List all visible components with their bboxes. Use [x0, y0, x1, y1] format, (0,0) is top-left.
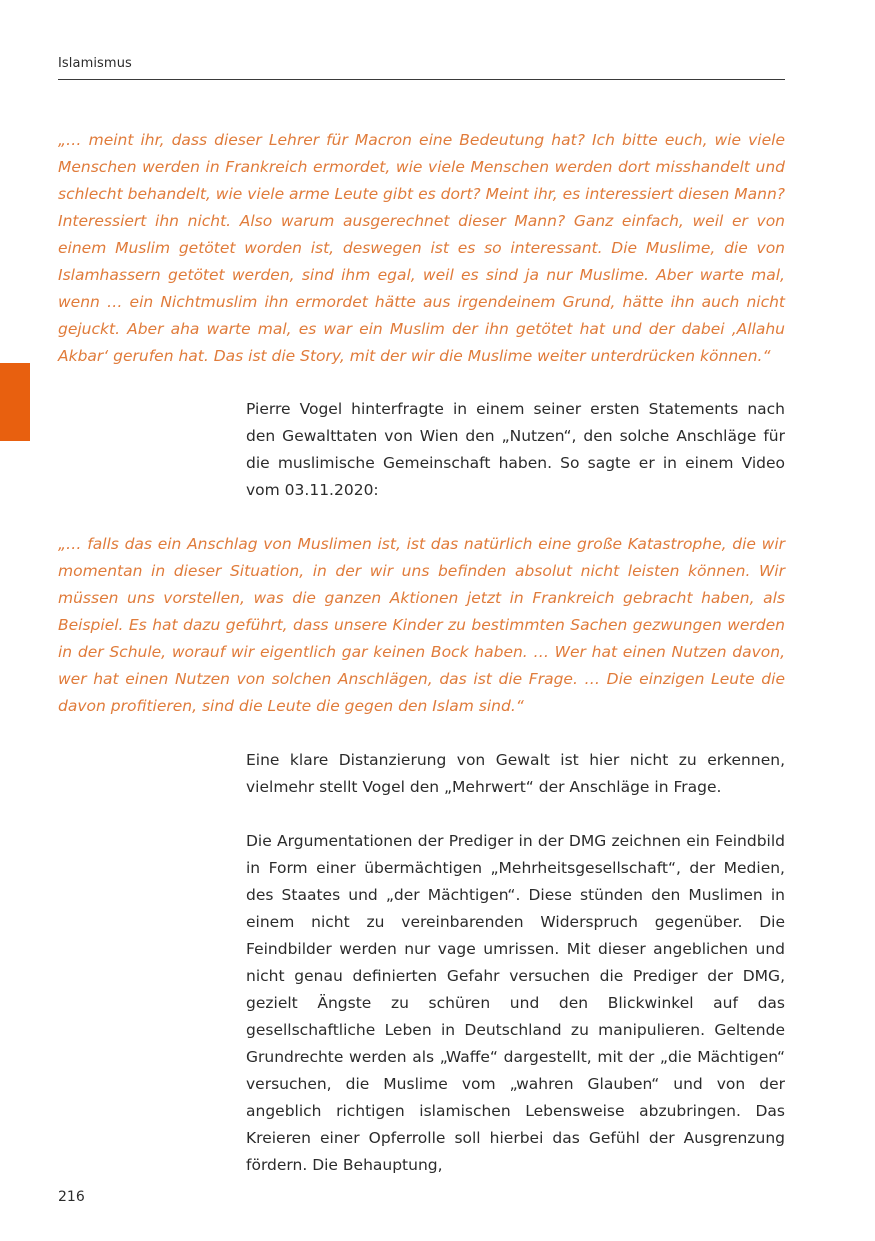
chapter-side-tab	[0, 363, 30, 441]
body-paragraph: Eine klare Distanzierung von Gewalt ist hier nicht zu erkennen, vielmehr stellt Vogel den „Mehrwert“ der Anschläge in Frage.	[246, 751, 785, 796]
running-header: Islamismus	[58, 56, 132, 71]
body-paragraph: Pierre Vogel hinterfragte in einem seiner ersten Statements nach den Gewalttaten von Wien den „Nutzen“, den solche Anschläge für die muslimische Gemeinschaft haben. So sagte er in einem Video vom 03.11.2020:	[246, 400, 785, 499]
quote-block: „… meint ihr, dass dieser Lehrer für Macron eine Bedeutung hat? Ich bitte euch, wie viele Menschen werden in Frankreich ermordet, wie viele Menschen werden dort misshandelt und schlecht behandelt, wie viele arme Leute gibt es dort? Meint ihr, es interessiert diesen Mann? Interessiert ihn nicht. Also warum ausgerechnet dieser Mann? Ganz einfach, weil er von einem Muslim getötet worden ist, deswegen ist es so interessant. Die Muslime, die von Islamhassern getötet werden, sind ihm egal, weil es sind ja nur Muslime. Aber warte mal, wenn … ein Nichtmuslim ihn ermordet hätte aus irgendeinem Grund, hätte ihn auch nicht gejuckt. Aber aha warte mal, es war ein Muslim der ihn getötet hat und der dabei ‚Allahu Akbar‘ gerufen hat. Das ist die Story, mit der wir die Muslime weiter unterdrücken können.“	[58, 131, 785, 365]
header-rule	[58, 79, 785, 80]
quote-block: „… falls das ein Anschlag von Muslimen ist, ist das natürlich eine große Katastrophe, die wir momentan in dieser Situation, in der wir uns befinden absolut nicht leisten können. Wir müssen uns vorstellen, was die ganzen Aktionen jetzt in Frankreich gebracht haben, als Beispiel. Es hat dazu geführt, dass unsere Kinder zu bestimmten Sachen gezwungen werden in der Schule, worauf wir eigentlich gar keinen Bock haben. … Wer hat einen Nutzen davon, wer hat einen Nutzen von solchen Anschlägen, das ist die Frage. … Die einzigen Leute die davon profitieren, sind die Leute die gegen den Islam sind.“	[58, 535, 785, 715]
page-number: 216	[58, 1189, 85, 1205]
body-paragraph: Die Argumentationen der Prediger in der DMG zeichnen ein Feindbild in Form einer übermächtigen „Mehrheitsgesellschaft“, der Medien, des Staates und „der Mächtigen“. Diese stünden den Muslimen in einem nicht zu vereinbarenden Widerspruch gegenüber. Die Feindbilder werden nur vage umrissen. Mit dieser angeblichen und nicht genau definierten Gefahr versuchen die Prediger der DMG, gezielt Ängste zu schüren und den Blickwinkel auf das gesellschaftliche Leben in Deutschland zu manipulieren. Geltende Grundrechte werden als „Waffe“ dargestellt, mit der „die Mächtigen“ versuchen, die Muslime vom „wahren Glauben“ und von der angeblich richtigen islamischen Lebensweise abzubringen. Das Kreieren einer Opferrolle soll hierbei das Gefühl der Ausgrenzung fördern. Die Behauptung,	[246, 832, 785, 1174]
